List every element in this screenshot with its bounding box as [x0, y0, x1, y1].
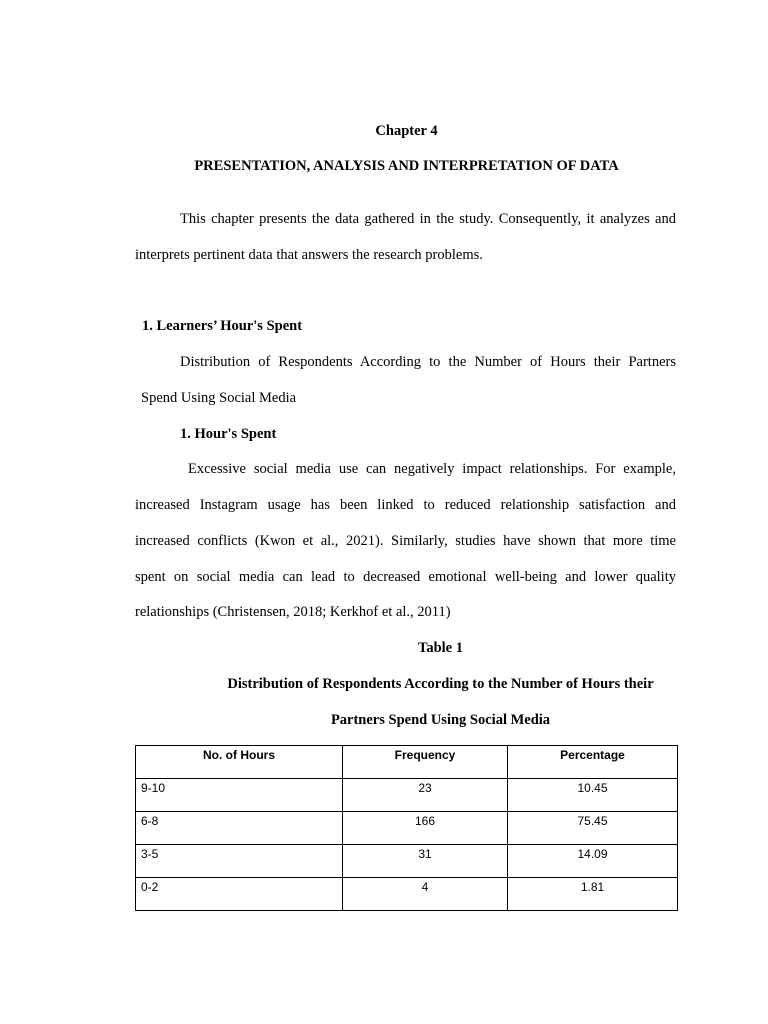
- percentage-cell: 14.09: [508, 845, 678, 878]
- hours-cell: 3-5: [136, 845, 343, 878]
- percentage-cell: 1.81: [508, 878, 678, 911]
- table-row: [136, 779, 678, 812]
- paragraph-line: increased conflicts (Kwon et al., 2021). Similarly, studies have shown that more time: [135, 533, 676, 549]
- table-header-row: [136, 746, 678, 779]
- percentage-cell: 10.45: [508, 779, 678, 812]
- hours-heading: 1. Hour's Spent: [180, 426, 277, 442]
- hours-distribution-table: [135, 745, 678, 911]
- header-percentage: Percentage: [508, 746, 678, 779]
- header-no-of-hours: No. of Hours: [136, 746, 343, 779]
- header-frequency: Frequency: [343, 746, 508, 779]
- table-row: [136, 845, 678, 878]
- hours-cell: 9-10: [136, 779, 343, 812]
- percentage-cell: 75.45: [508, 812, 678, 845]
- distribution-text-line: Spend Using Social Media: [141, 390, 297, 406]
- table-caption: Distribution of Respondents According to the Number of Hours their: [227, 676, 654, 692]
- table-row: [136, 878, 678, 911]
- frequency-cell: 23: [343, 779, 508, 812]
- frequency-cell: 166: [343, 812, 508, 845]
- table-label: Table 1: [418, 640, 463, 656]
- hours-cell: 6-8: [136, 812, 343, 845]
- chapter-title: Chapter 4: [375, 123, 438, 139]
- table-row: [136, 812, 678, 845]
- paragraph-line: spent on social media can lead to decreased emotional well-being and lower quality: [135, 569, 676, 585]
- frequency-cell: 4: [343, 878, 508, 911]
- frequency-cell: 31: [343, 845, 508, 878]
- distribution-text-line: Distribution of Respondents According to the Number of Hours their Partners: [180, 354, 676, 370]
- intro-text-line: interprets pertinent data that answers the research problems.: [135, 247, 483, 263]
- paragraph-line: relationships (Christensen, 2018; Kerkhof et al., 2011): [135, 604, 451, 620]
- intro-text-line: This chapter presents the data gathered in the study. Consequently, it analyzes and: [180, 211, 676, 227]
- table-caption: Partners Spend Using Social Media: [330, 712, 551, 728]
- paragraph-line: increased Instagram usage has been linked to reduced relationship satisfaction and: [135, 497, 676, 513]
- hours-cell: 0-2: [136, 878, 343, 911]
- section-title: PRESENTATION, ANALYSIS AND INTERPRETATION OF DATA: [194, 158, 619, 174]
- learners-heading: 1. Learners’ Hour's Spent: [142, 318, 303, 334]
- paragraph-line: Excessive social media use can negatively impact relationships. For example,: [188, 461, 676, 477]
